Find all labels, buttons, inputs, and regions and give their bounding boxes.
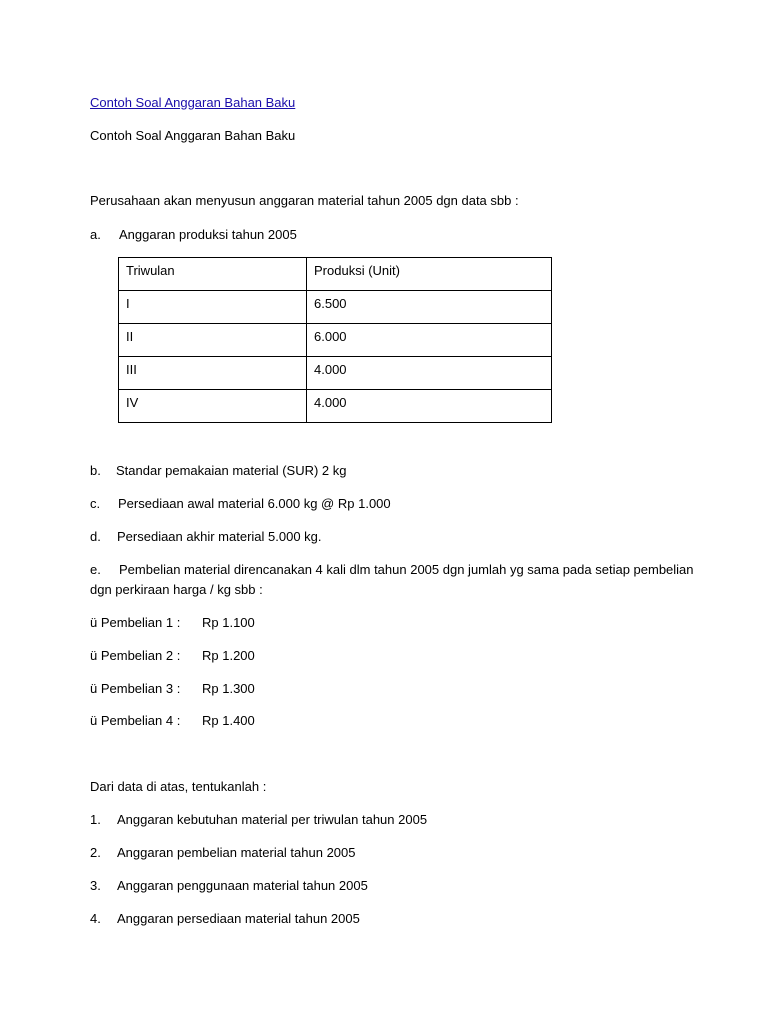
table-row bbox=[119, 390, 552, 423]
question-item bbox=[90, 845, 356, 861]
item-d-text: Persediaan akhir material 5.000 kg. bbox=[117, 529, 322, 544]
title-link[interactable]: Contoh Soal Anggaran Bahan Baku bbox=[90, 95, 296, 110]
table-cell: 6.000 bbox=[307, 324, 552, 357]
question-marker: 3. bbox=[90, 878, 101, 893]
purchase-price: Rp 1.200 bbox=[202, 648, 255, 663]
table-cell: IV bbox=[119, 390, 307, 423]
table-cell: II bbox=[119, 324, 307, 357]
question-text: Anggaran penggunaan material tahun 2005 bbox=[117, 878, 368, 893]
purchase-item bbox=[90, 713, 255, 729]
item-a-text: Anggaran produksi tahun 2005 bbox=[119, 227, 297, 242]
table-row bbox=[119, 324, 552, 357]
question-text: Anggaran pembelian material tahun 2005 bbox=[117, 845, 356, 860]
question-text: Anggaran persediaan material tahun 2005 bbox=[117, 911, 360, 926]
intro-text: Perusahaan akan menyusun anggaran material tahun 2005 dgn data sbb : bbox=[90, 193, 519, 208]
item-d-marker: d. bbox=[90, 529, 101, 544]
item-b-text: Standar pemakaian material (SUR) 2 kg bbox=[116, 463, 347, 478]
purchase-item bbox=[90, 615, 255, 631]
question-item bbox=[90, 911, 360, 927]
item-e-marker: e. bbox=[90, 562, 101, 577]
item-c-text: Persediaan awal material 6.000 kg @ Rp 1.000 bbox=[118, 496, 391, 511]
purchase-item bbox=[90, 681, 255, 697]
question-marker: 2. bbox=[90, 845, 101, 860]
purchase-price: Rp 1.100 bbox=[202, 615, 255, 630]
item-e-text: Pembelian material direncanakan 4 kali dlm tahun 2005 dgn jumlah yg sama pada setiap pembelian bbox=[119, 562, 694, 577]
table-cell: 4.000 bbox=[307, 357, 552, 390]
table-header-produksi: Produksi (Unit) bbox=[307, 258, 552, 291]
production-table bbox=[118, 257, 552, 423]
question-marker: 1. bbox=[90, 812, 101, 827]
table-cell: III bbox=[119, 357, 307, 390]
item-b bbox=[90, 463, 347, 479]
purchase-price: Rp 1.300 bbox=[202, 681, 255, 696]
question-marker: 4. bbox=[90, 911, 101, 926]
item-a-marker: a. bbox=[90, 227, 101, 242]
item-d bbox=[90, 529, 322, 545]
question-item bbox=[90, 878, 368, 894]
table-cell: I bbox=[119, 291, 307, 324]
purchase-price: Rp 1.400 bbox=[202, 713, 255, 728]
table-row bbox=[119, 291, 552, 324]
purchase-label: ü Pembelian 2 : bbox=[90, 648, 181, 663]
item-e bbox=[90, 562, 694, 578]
question-intro: Dari data di atas, tentukanlah : bbox=[90, 779, 267, 794]
table-row bbox=[119, 357, 552, 390]
table-cell: 6.500 bbox=[307, 291, 552, 324]
question-text: Anggaran kebutuhan material per triwulan tahun 2005 bbox=[117, 812, 428, 827]
purchase-label: ü Pembelian 1 : bbox=[90, 615, 181, 630]
page-heading: Contoh Soal Anggaran Bahan Baku bbox=[90, 128, 296, 143]
table-header-triwulan: Triwulan bbox=[119, 258, 307, 291]
table-header-row bbox=[119, 258, 552, 291]
item-b-marker: b. bbox=[90, 463, 101, 478]
item-e-continuation: dgn perkiraan harga / kg sbb : bbox=[90, 582, 263, 597]
item-a bbox=[90, 227, 297, 243]
purchase-item bbox=[90, 648, 255, 664]
purchase-label: ü Pembelian 3 : bbox=[90, 681, 181, 696]
table-cell: 4.000 bbox=[307, 390, 552, 423]
item-c-marker: c. bbox=[90, 496, 101, 511]
question-item bbox=[90, 812, 427, 828]
item-c bbox=[90, 496, 391, 512]
purchase-label: ü Pembelian 4 : bbox=[90, 713, 181, 728]
